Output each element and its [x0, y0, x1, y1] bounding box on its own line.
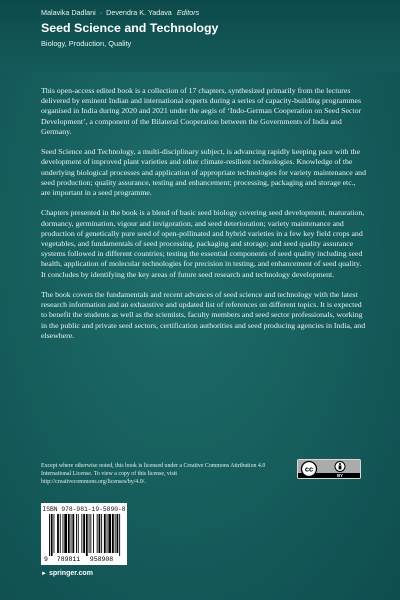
isbn-barcode — [41, 503, 127, 565]
isbn-number: ISBN 978-981-19-5890-8 — [42, 506, 126, 513]
by-label: BY — [337, 473, 343, 478]
barcode-digit: 9 — [44, 556, 48, 563]
attribution-person-icon — [339, 463, 341, 465]
license-notice: Except where otherwise noted, this book is licensed under a Creative Commons Attribution 4.0 International License. To view a copy of this license, visit http://creativecommons.org/licenses/by/4.0/. — [41, 463, 266, 485]
author-name: Devendra K. Yadava — [106, 8, 172, 17]
book-subtitle: Biology, Production, Quality — [41, 39, 132, 48]
author-name: Malavika Dadlani — [41, 8, 96, 17]
blurb — [41, 86, 367, 351]
author-separator: · — [99, 8, 103, 17]
barcode-graphic — [43, 514, 125, 563]
publisher-url: springer.com — [48, 570, 93, 577]
barcode-digits: 789811 — [56, 556, 81, 563]
blurb-paragraph: This open-access edited book is a collection of 17 chapters, synthesized primarily from the lectures delivered by eminent Indian and international experts during a series of capacity-building programmes organised in India during 2020 and 2021 under the aegis of ‘Indo-German Cooperation on Seed Sector Development’, a component of the Bilateral Cooperation between the Governments of India and Germany. — [41, 86, 362, 136]
barcode-digits: 958908 — [89, 556, 114, 563]
editors-label: Editors — [176, 8, 200, 17]
blurb-paragraph: The book covers the fundamentals and recent advances of seed science and technology with the latest research information and an exhaustive and updated list of references on different topics. It is expected to benefit the students as well as the scientists, faculty members and seed sector professionals, working in the public and private seed sectors, certification authorities and seed producing agencies in India, and elsewhere. — [41, 290, 366, 340]
editors-line — [41, 8, 371, 17]
blurb-paragraph: Seed Science and Technology, a multi-disciplinary subject, is advancing rapidly keeping pace with the development of improved plant varieties and other climate-resilient technologies. Knowledge of the underlying biological processes and application of appropriate technologies for variety maintenance and seed production; quality assurance, testing and enhancement; processing, packaging and storage etc., are important in a seed programme. — [41, 147, 366, 198]
cc-icon: cc — [304, 464, 314, 474]
cc-by-license-badge[interactable] — [297, 459, 361, 479]
arrow-icon: ► — [41, 571, 47, 577]
blurb-paragraph: Chapters presented in the book is a blend of basic seed biology covering seed development, maturation, dormancy, germination, vigour and invigoration, and seed deterioration; variety maintenance and production of genetically pure seed of open-pollinated and hybrid varieties in a few key field crops and vegetables, and fundamentals of seed processing, packaging and storage; and seed quality assurance systems followed in different countries; testing the essential components of seed quality including seed health, application of molecular technologies for precision in testing, and enhancement of seed quality. It concludes by identifying the key areas of future seed research and technology development. — [41, 208, 365, 279]
publisher-link[interactable] — [41, 570, 93, 577]
book-title: Seed Science and Technology — [41, 21, 219, 35]
